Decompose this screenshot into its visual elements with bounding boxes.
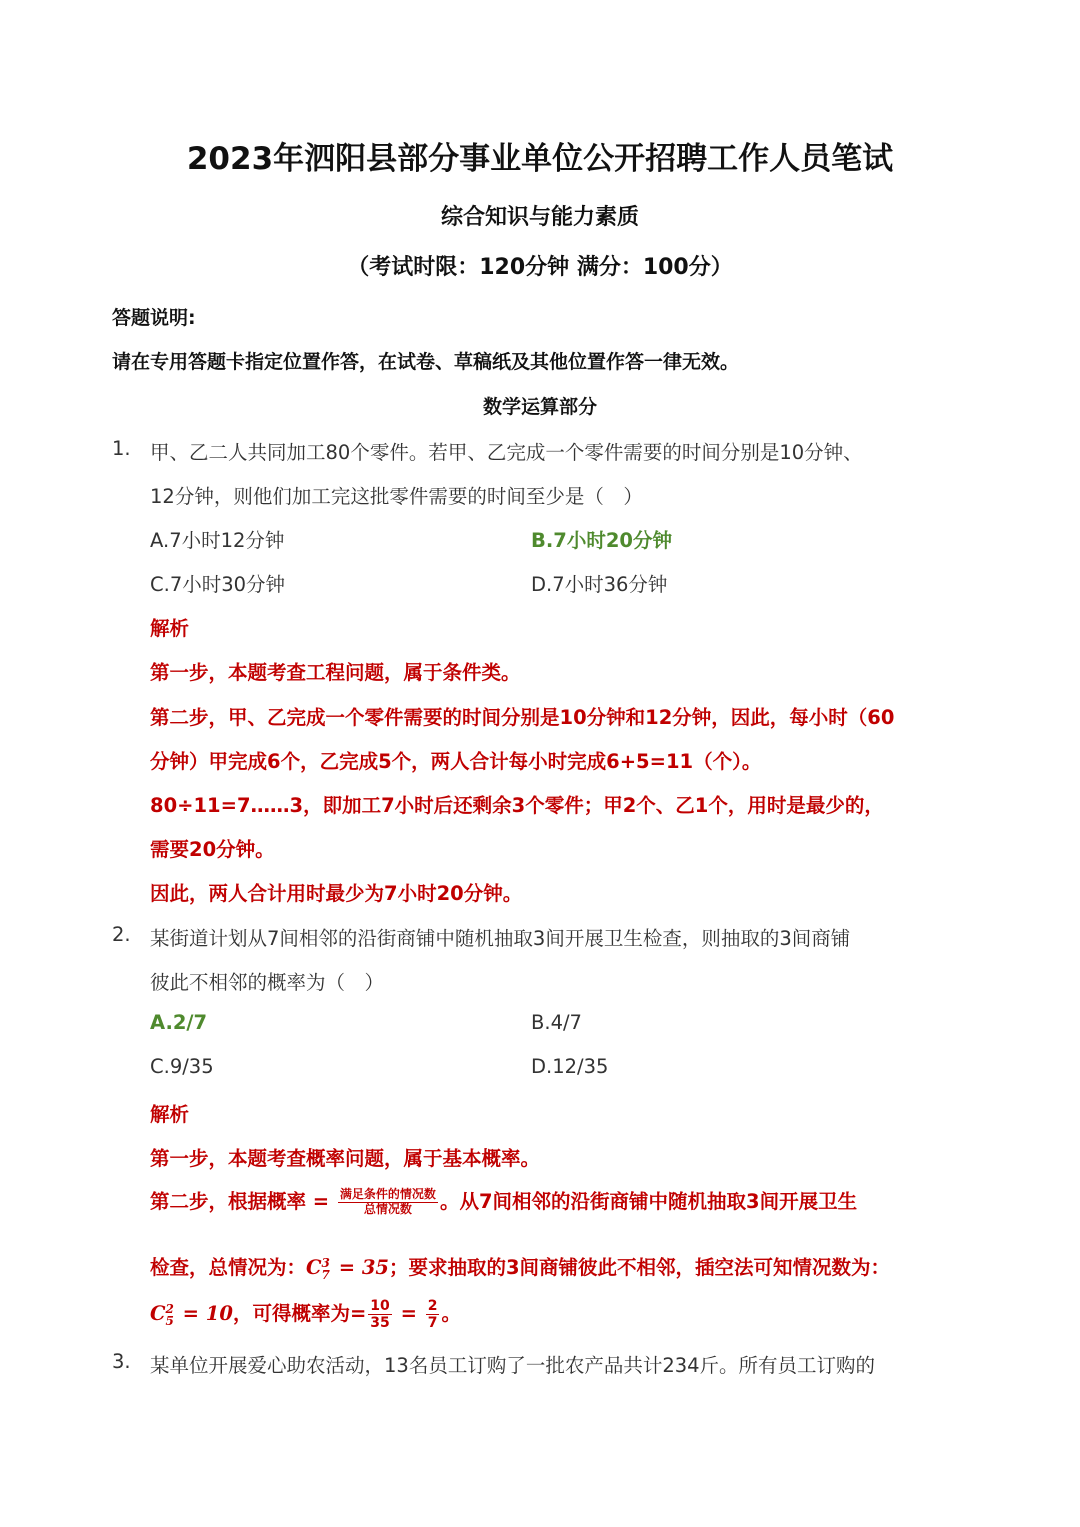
period: 。 xyxy=(441,1302,461,1326)
question-number: 3. xyxy=(112,1350,131,1373)
question-number: 1. xyxy=(112,437,131,460)
page-title: 2023年泗阳县部分事业单位公开招聘工作人员笔试 xyxy=(186,141,894,177)
option-b-correct: B.7小时20分钟 xyxy=(531,529,672,552)
probability-fraction xyxy=(338,1188,438,1217)
option-c: C.9/35 xyxy=(150,1055,214,1078)
analysis-text: ；要求抽取的3间商铺彼此不相邻，插空法可知情况数为： xyxy=(388,1256,891,1279)
analysis-line xyxy=(150,1252,890,1281)
analysis-line: 第二步，甲、乙完成一个零件需要的时间分别是10分钟和12分钟，因此，每小时（60 xyxy=(150,706,895,729)
question-stem: 某街道计划从7间相邻的沿街商铺中随机抽取3间开展卫生检查，则抽取的3间商铺 xyxy=(150,927,851,950)
option-d: D.7小时36分钟 xyxy=(531,573,668,596)
instructions-label: 答题说明: xyxy=(112,307,196,329)
equals-sign: = xyxy=(393,1302,424,1326)
analysis-line: 第一步，本题考查概率问题，属于基本概率。 xyxy=(150,1147,541,1170)
section-title: 数学运算部分 xyxy=(482,396,597,418)
option-b: B.4/7 xyxy=(531,1011,582,1034)
instructions-text: 请在专用答题卡指定位置作答，在试卷、草稿纸及其他位置作答一律无效。 xyxy=(112,351,740,373)
analysis-line xyxy=(150,1186,857,1217)
fraction-2-7: $\frac{2}{7}$ xyxy=(427,1298,438,1332)
option-d: D.12/35 xyxy=(531,1055,609,1078)
analysis-line xyxy=(150,1298,461,1331)
question-stem: 某单位开展爱心助农活动，13名员工订购了一批农产品共计234斤。所有员工订购的 xyxy=(150,1354,876,1377)
exam-subject: 综合知识与能力素质 xyxy=(440,205,639,230)
question-stem: 甲、乙二人共同加工80个零件。若甲、乙完成一个零件需要的时间分别是10分钟、 xyxy=(150,441,863,464)
combination-c52: C 2 5 = 10 xyxy=(150,1301,233,1328)
fraction-10-35: $\frac{10}{35}$ xyxy=(370,1298,390,1332)
question-number: 2. xyxy=(112,923,131,946)
analysis-label: 解析 xyxy=(150,1103,190,1126)
analysis-text: 检查，总情况为： xyxy=(150,1256,307,1279)
fraction-denominator: 总情况数 xyxy=(363,1202,412,1216)
time-limit: （考试时限：120分钟 满分：100分） xyxy=(347,255,733,280)
analysis-text: ，可得概率为= xyxy=(232,1302,367,1326)
option-c: C.7小时30分钟 xyxy=(150,573,286,596)
question-stem: 12分钟，则他们加工完这批零件需要的时间至少是（ ） xyxy=(150,485,643,508)
analysis-text: 第二步，根据概率 = xyxy=(150,1190,336,1213)
analysis-line: 需要20分钟。 xyxy=(150,838,275,861)
analysis-line: 因此，两人合计用时最少为7小时20分钟。 xyxy=(150,882,523,905)
analysis-line: 80÷11=7……3，即加工7小时后还剩余3个零件；甲2个、乙1个，用时是最少的， xyxy=(150,794,884,817)
analysis-text: 。从7间相邻的沿街商铺中随机抽取3间开展卫生 xyxy=(439,1190,858,1213)
analysis-label: 解析 xyxy=(150,617,190,640)
fraction-numerator: 满足条件的情况数 xyxy=(339,1187,436,1202)
combination-c73: C 3 7 = 35 xyxy=(306,1255,389,1282)
analysis-line: 第一步，本题考查工程问题，属于条件类。 xyxy=(150,661,521,684)
option-a: A.7小时12分钟 xyxy=(150,529,285,552)
question-stem: 彼此不相邻的概率为（ ） xyxy=(150,971,385,994)
analysis-line: 分钟）甲完成6个，乙完成5个，两人合计每小时完成6+5=11（个）。 xyxy=(150,750,762,773)
option-a-correct: A.2/7 xyxy=(150,1011,208,1034)
